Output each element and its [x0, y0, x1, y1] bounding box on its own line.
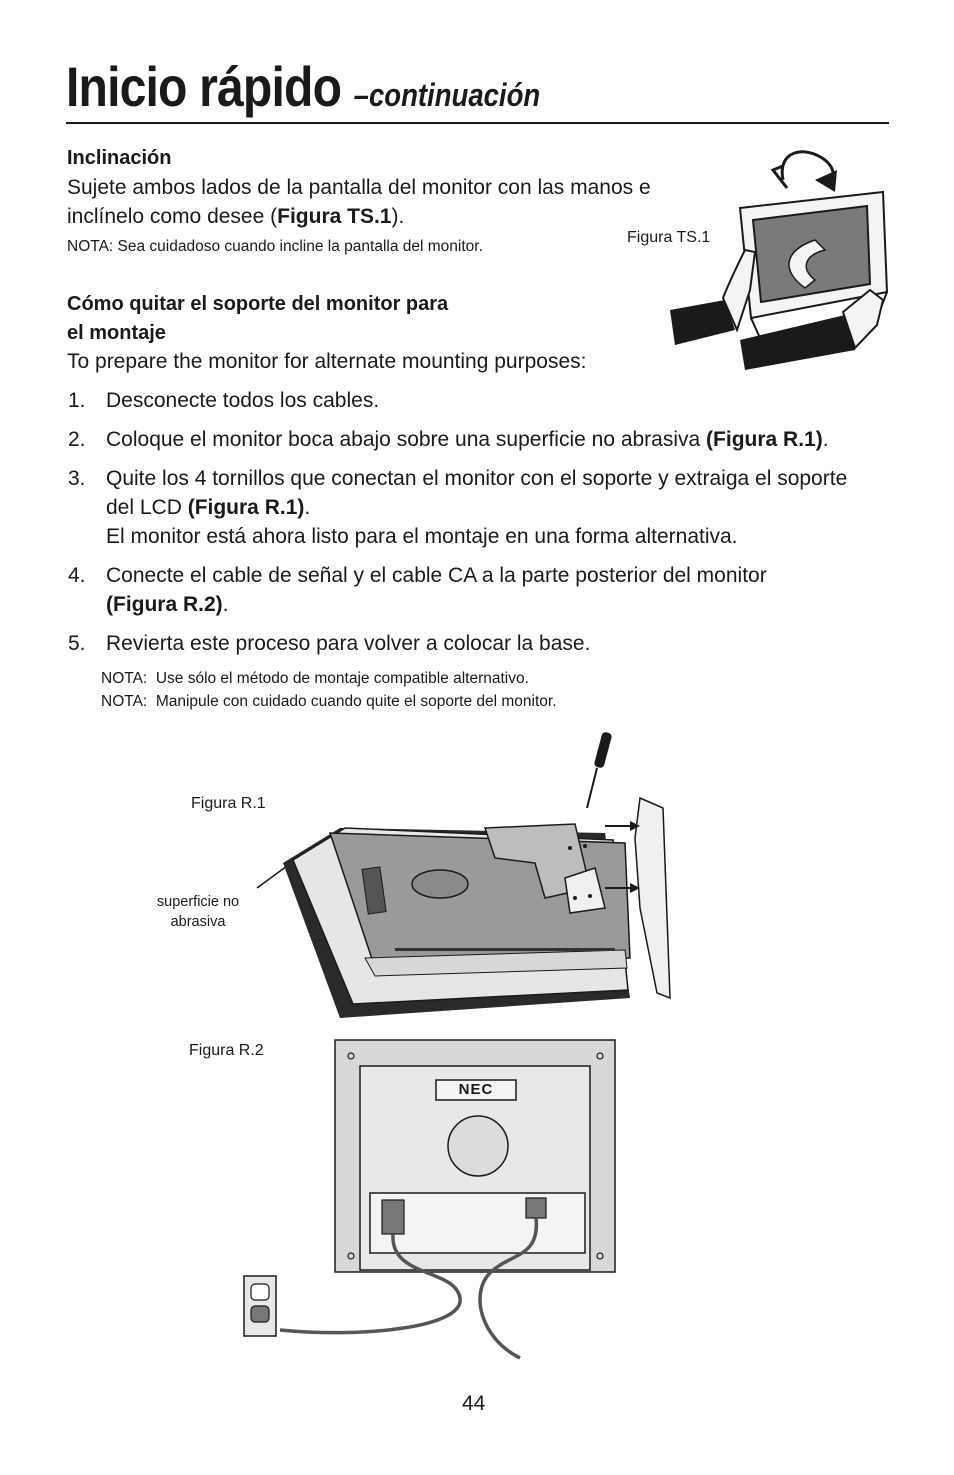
step-text-post: .	[222, 593, 229, 616]
step-text-line-1: Conecte el cable de señal y el cable CA a la parte posterior del monitor	[106, 564, 767, 587]
figure-r1-illustration	[245, 728, 685, 1028]
step-number: 3.	[68, 467, 86, 490]
step-text	[106, 561, 906, 619]
removal-heading-line-1: Cómo quitar el soporte del monitor para	[67, 293, 449, 315]
step-number: 4.	[68, 564, 86, 587]
surface-label-line-1: superficie no	[156, 894, 240, 910]
tilt-body-line-2	[67, 202, 404, 231]
figure-r2-illustration	[240, 1038, 625, 1378]
step-number: 5.	[68, 632, 86, 655]
removal-heading-line-2: el montaje	[67, 322, 166, 344]
page-number: 44	[462, 1392, 486, 1415]
title-rule	[66, 122, 889, 124]
figure-r2-caption: Figura R.2	[189, 1042, 264, 1059]
step-number: 1.	[68, 389, 86, 412]
step-text-post: .	[822, 428, 829, 451]
step-text-line-1: Quite los 4 tornillos que conectan el monitor con el soporte y extraiga el soporte	[106, 467, 848, 490]
step-text	[106, 425, 906, 454]
removal-note-2: NOTA: Manipule con cuidado cuando quite el soporte del monitor.	[101, 693, 557, 710]
tilt-body-line-1: Sujete ambos lados de la pantalla del monitor con las manos e	[67, 176, 651, 199]
tilt-figure-ref: Figura TS.1	[277, 205, 392, 228]
step-text: Desconecte todos los cables.	[106, 389, 380, 412]
tilt-body-post: ).	[391, 205, 405, 228]
title-continuation: –continuación	[353, 77, 541, 113]
figure-r1-surface-label	[148, 892, 248, 932]
figure-ts1-caption: Figura TS.1	[627, 229, 711, 246]
step-text	[106, 464, 906, 551]
tilt-note: NOTA: Sea cuidadoso cuando incline la pantalla del monitor.	[67, 238, 483, 255]
step-text-body: Coloque el monitor boca abajo sobre una superficie no abrasiva	[106, 428, 707, 451]
surface-label-line-2: abrasiva	[170, 914, 226, 930]
step-figure-ref: (Figura R.2)	[106, 593, 223, 616]
tilt-heading: Inclinación	[67, 147, 172, 169]
removal-note-1: NOTA: Use sólo el método de montaje compatible alternativo.	[101, 670, 529, 687]
step-text-line-2	[106, 590, 906, 619]
page-title	[66, 55, 540, 127]
step-text: Revierta este proceso para volver a colocar la base.	[106, 632, 591, 655]
step-text-post: .	[304, 496, 311, 519]
figure-ts1-illustration	[665, 140, 895, 375]
figure-r1-caption: Figura R.1	[191, 795, 266, 812]
step-text-line-2	[106, 493, 906, 522]
step-text-body: del LCD	[106, 496, 188, 519]
title-main: Inicio rápido	[66, 55, 342, 118]
step-number: 2.	[68, 428, 86, 451]
tilt-body-text: inclínelo como desee (	[67, 205, 278, 228]
nec-logo: NEC	[458, 1081, 494, 1098]
removal-intro: To prepare the monitor for alternate mounting purposes:	[67, 350, 587, 373]
step-text-line-3: El monitor está ahora listo para el montaje en una forma alternativa.	[106, 525, 738, 548]
step-figure-ref: (Figura R.1)	[187, 496, 305, 519]
step-figure-ref: (Figura R.1)	[706, 428, 823, 451]
